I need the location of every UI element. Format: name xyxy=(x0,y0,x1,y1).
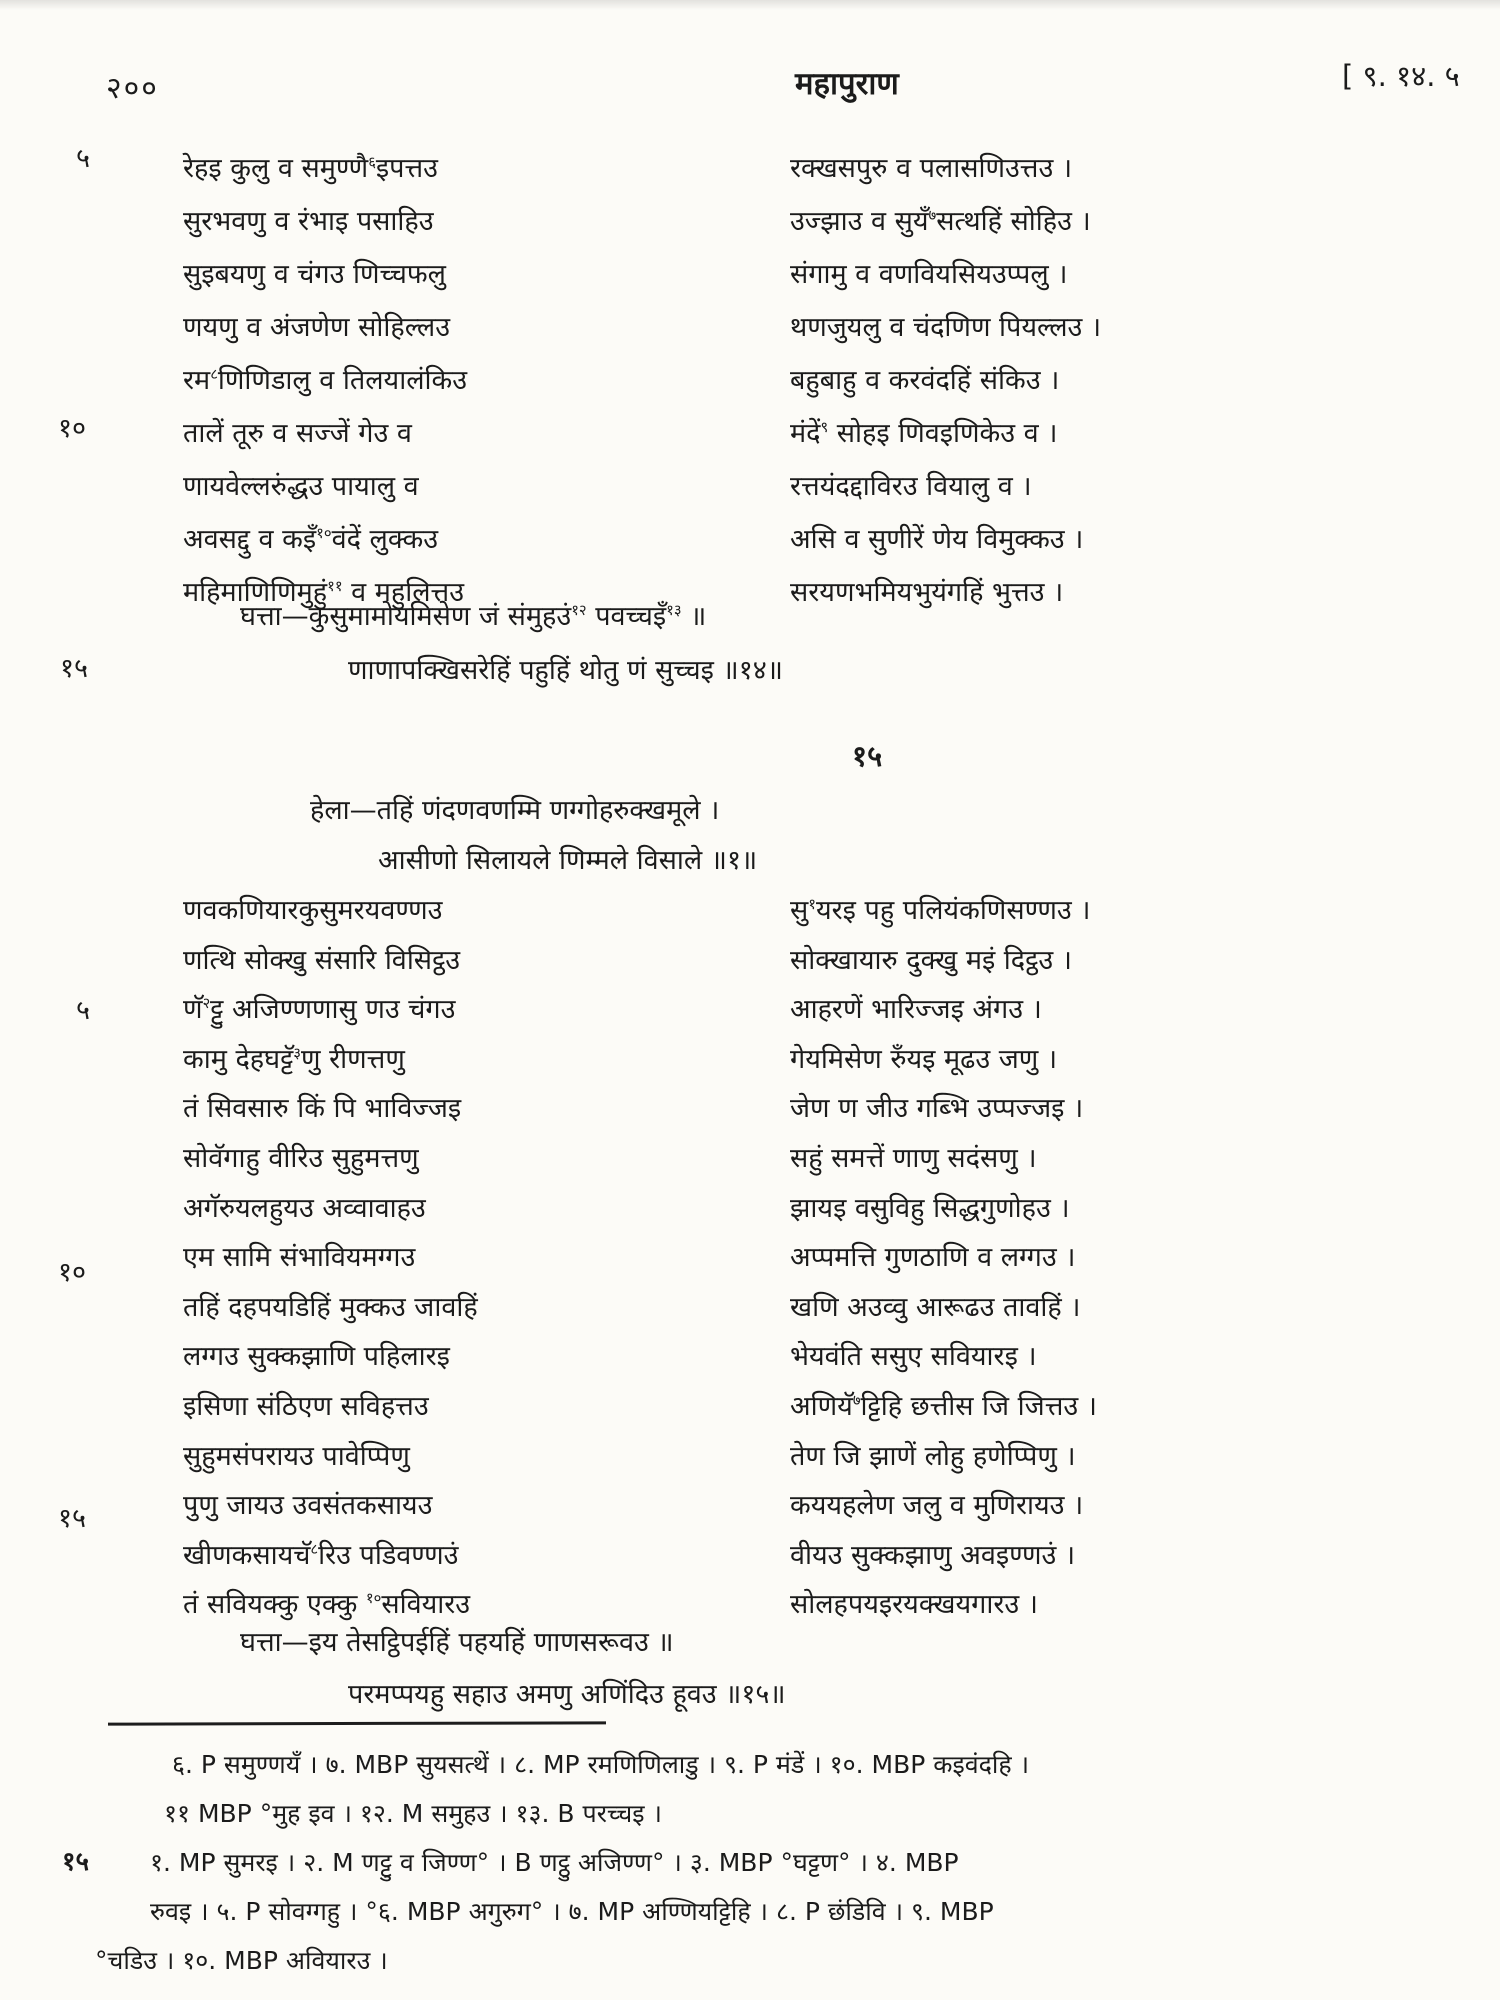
verse-right-half: वीयउ सुक्कझाणु अवइण्णउं । xyxy=(790,1539,1076,1571)
margin-line-number: १५ xyxy=(60,653,89,684)
verse-right-half xyxy=(790,886,1091,936)
verse-text: रेहइ कुलु व समुण्णै xyxy=(183,153,369,184)
verse-text: यरइ पहु पलियंकणिसण्णउ । xyxy=(815,895,1091,926)
verse-right-half: संगामु व वणवियसियउप्पलु । xyxy=(790,259,1068,290)
verse-text: सोहइ णिवइणिकेउ व । xyxy=(828,418,1058,449)
verse-left-half: अगॅरुयलहुयउ अव्वावाहउ xyxy=(183,1192,426,1224)
verse-text: तं सवियक्कु एक्कु xyxy=(183,1589,366,1621)
verse-right-half: बहुबाहु व करवंदहिं संकिउ । xyxy=(790,365,1060,396)
footnote-text: रुवइ । ५. P सोवग्गहु । °६. MBP अगुरुग° । ७. MP अण्णियट्टिहि । ८. P छंडिवि । ९. MBP xyxy=(150,1897,994,1926)
footnote-ref-mark: ३ xyxy=(293,1043,302,1062)
verse-line xyxy=(183,1432,1423,1482)
verse-right-half: खणि अउव्वु आरूढउ तावहिं । xyxy=(790,1291,1081,1323)
verse-line xyxy=(183,886,1423,936)
footnote-line xyxy=(150,1789,1500,1838)
footnote-ref-mark: ९ xyxy=(820,418,829,436)
footnote-ref-mark: ८ xyxy=(310,1539,319,1558)
verse-text: महिमाणिणिमुहुं xyxy=(183,577,328,608)
margin-line-number: १० xyxy=(58,413,87,444)
footnote-line xyxy=(95,1936,1500,1985)
hela-line-2: आसीणो सिलायले णिम्मले विसाले ॥१॥ xyxy=(378,845,758,876)
verse-line xyxy=(183,985,1423,1035)
verse-right-half: रक्खसपुरु व पलासणिउत्तउ । xyxy=(790,153,1073,184)
verse-reference: [ ९. १४. ५ xyxy=(1342,59,1460,93)
verse-left-half: पुणु जायउ उवसंतकसायउ xyxy=(183,1490,433,1522)
verse-left-half: सुरभवणु व रंभाइ पसाहिउ xyxy=(183,206,434,237)
footnote-ref-mark: ७ xyxy=(928,206,937,224)
verse-15-block xyxy=(183,886,1423,1630)
verse-line xyxy=(183,460,1423,513)
verse-right-half: असि व सुणीरें णेय विमुक्कउ । xyxy=(790,524,1084,555)
verse-text: घत्ता—कुसुमामोयमिसेण जं संमुहउं xyxy=(240,601,572,632)
verse-left-half: णवकणियारकुसुमरयवण्णउ xyxy=(183,895,443,926)
footnote-text: ६. P समुण्णयँ । ७. MBP सुयसत्थें । ८. MP रमणिणिलाडु । ९. P मंडें । १०. MBP कइवंदहि । xyxy=(172,1750,1030,1779)
footnote-section-marker: १५ xyxy=(62,1847,90,1877)
verse-line xyxy=(183,1184,1423,1234)
margin-line-number: ५ xyxy=(76,995,91,1026)
footnote-text: °चडिउ । १०. MBP अवियारउ । xyxy=(95,1946,388,1975)
footnote-line xyxy=(62,1838,1500,1887)
verse-left-half xyxy=(183,1035,405,1085)
footnote-ref-mark: ७ xyxy=(852,1390,861,1409)
verse-text: सवियारउ xyxy=(381,1589,471,1621)
page-title: महापुराण xyxy=(795,66,899,102)
ghatta-14-line-2: णाणापक्खिसरेहिं पहुहिं थोतु णं सुच्चइ ॥१४॥ xyxy=(348,655,783,686)
verse-left-half xyxy=(183,985,455,1035)
footnote-ref-mark: ८ xyxy=(210,365,218,383)
verse-text: ॥ xyxy=(681,601,707,632)
verse-line xyxy=(183,354,1423,407)
verse-right-half: तेण जि झाणें लोहु हणेप्पिणु । xyxy=(790,1440,1076,1472)
footnote-line xyxy=(150,1740,1500,1789)
verse-line xyxy=(183,1233,1423,1283)
verse-text: पवच्चइँ xyxy=(586,601,667,632)
margin-line-number: १५ xyxy=(58,1503,87,1534)
ghatta-15-line-1: घत्ता—इय तेसट्ठिपईहिं पहयहिं णाणसरूवउ ॥ xyxy=(240,1627,674,1658)
verse-text: ट्टिहि छत्तीस जि जित्तउ । xyxy=(860,1390,1097,1422)
verse-left-half: सुहुमसंपरायउ पावेप्पिणु xyxy=(183,1440,410,1472)
verse-text: सत्थहिं सोहिउ । xyxy=(936,206,1091,237)
verse-line xyxy=(183,1283,1423,1333)
verse-text: अणियॅ xyxy=(790,1390,853,1422)
verse-left-half: एम सामि संभावियमग्गउ xyxy=(183,1242,416,1274)
verse-left-half: णायवेल्लरुंद्धउ पायालु व xyxy=(183,471,419,502)
verse-right-half: सहुं समत्तें णाणु सदंसणु । xyxy=(790,1142,1037,1174)
verse-right-half: आहरणें भारिज्जइ अंगउ । xyxy=(790,994,1042,1026)
verse-left-half: णयणु व अंजणेण सोहिल्लउ xyxy=(183,312,451,343)
verse-text: ट्टु अजिण्णणासु णउ चंगउ xyxy=(210,994,456,1026)
verse-left-half: सोवॅगाहु वीरिउ सुहुमत्तणु xyxy=(183,1142,419,1174)
verse-text: अवसद्दु व कइँ xyxy=(183,524,317,555)
verse-line xyxy=(183,142,1423,195)
verse-right-half xyxy=(790,195,1091,248)
verse-text: रिउ पडिवण्णउं xyxy=(318,1539,459,1571)
ghatta-14-line-1 xyxy=(240,596,706,633)
verse-15-couplets xyxy=(183,886,1423,1630)
verse-line xyxy=(183,936,1423,986)
verse-left-half xyxy=(183,354,467,407)
verse-line xyxy=(183,1382,1423,1432)
verse-text: वंदें लुक्कउ xyxy=(331,524,439,555)
verse-left-half xyxy=(183,513,438,566)
verse-right-half xyxy=(790,407,1057,460)
page-number: २०० xyxy=(106,71,159,106)
footnotes-block xyxy=(62,1740,1500,1985)
verse-left-half: तालें तूरु व सज्जें गेउ व xyxy=(183,418,412,449)
verse-line xyxy=(183,248,1423,301)
verse-line xyxy=(183,1481,1423,1531)
verse-left-half: इसिणा संठिएण सविहत्तउ xyxy=(183,1390,429,1422)
verse-right-half: जेण ण जीउ गब्भि उप्पज्जइ । xyxy=(790,1093,1084,1125)
footnote-ref-mark: ११ xyxy=(327,577,343,595)
verse-text: रम xyxy=(183,365,211,396)
verse-text: उज्झाउ व सुयँ xyxy=(790,206,929,237)
verse-line xyxy=(183,513,1423,566)
footnote-ref-mark: १० xyxy=(365,1589,382,1608)
verse-text: इपत्तउ xyxy=(375,153,438,184)
verse-right-half: कययहलेण जलु व मुणिरायउ । xyxy=(790,1490,1084,1522)
verse-14-couplets xyxy=(183,142,1423,619)
footnote-ref-mark: २ xyxy=(202,994,211,1013)
verse-line xyxy=(183,1035,1423,1085)
verse-left-half: तहिं दहपयडिहिं मुक्कउ जावहिं xyxy=(183,1291,478,1323)
footnote-text: १. MP सुमरइ । २. M णट्टु व जिण्ण° । B णट्ठु अजिण्ण° । ३. MBP °घट्टण° । ४. MBP xyxy=(150,1848,959,1877)
footnote-ref-mark: १३ xyxy=(666,601,682,619)
verse-left-half xyxy=(183,1531,458,1581)
section-15-number: १५ xyxy=(852,739,883,773)
footnote-ref-mark: १० xyxy=(316,524,332,542)
verse-left-half xyxy=(183,142,438,195)
verse-text: कामु देहघट्टॅ xyxy=(183,1043,294,1075)
verse-right-half xyxy=(790,1382,1097,1432)
verse-line xyxy=(183,1332,1423,1382)
verse-right-half: गेयमिसेण रुँयइ मूढउ जणु । xyxy=(790,1043,1058,1075)
verse-text: णु रीणत्तणु xyxy=(301,1043,405,1075)
verse-right-half: अप्पमत्ति गुणठाणि व लग्गउ । xyxy=(790,1242,1076,1274)
footnote-line xyxy=(150,1887,1500,1936)
ghatta-15-line-2: परमप्पयहु सहाउ अमणु अणिंदिउ हूवउ ॥१५॥ xyxy=(348,1679,786,1710)
verse-text: खीणकसायचॅ xyxy=(183,1539,311,1571)
footnote-ref-mark: ६ xyxy=(368,153,376,171)
footnote-ref-mark: १२ xyxy=(571,601,587,619)
verse-line xyxy=(183,195,1423,248)
verse-line xyxy=(183,301,1423,354)
verse-left-half: सुइबयणु व चंगउ णिच्चफलु xyxy=(183,259,446,290)
hela-line-1: हेला—तहिं णंदणवणम्मि णग्गोहरुक्खमूले । xyxy=(310,795,720,826)
verse-right-half: झायइ वसुविहु सिद्धगुणोहउ । xyxy=(790,1192,1070,1224)
verse-right-half: रत्तयंदद्दाविरउ वियालु व । xyxy=(790,471,1032,502)
verse-line xyxy=(183,1084,1423,1134)
verse-text: णॅ xyxy=(183,994,203,1026)
verse-right-half: भेयवंति ससुए सवियारइ । xyxy=(790,1341,1037,1373)
verse-right-half: सरयणभमियभुयंगहिं भुत्तउ । xyxy=(790,577,1064,608)
verse-right-half: सोलहपयइरयक्खयगारउ । xyxy=(790,1589,1038,1621)
verse-right-half: थणजुयलु व चंदणिण पियल्लउ । xyxy=(790,312,1102,343)
verse-left-half: णत्थि सोक्खु संसारि विसिट्ठउ xyxy=(183,944,461,976)
verse-line xyxy=(183,1531,1423,1581)
footnote-divider-rule xyxy=(108,1721,606,1725)
verse-text: णिणिडालु व तिलयालंकिउ xyxy=(217,365,468,396)
verse-line xyxy=(183,1134,1423,1184)
verse-text: सु xyxy=(790,895,809,926)
verse-left-half: लग्गउ सुक्कझाणि पहिलारइ xyxy=(183,1341,450,1373)
footnote-text: ११ MBP °मुह इव । १२. M समुहउ । १३. B परच्चइ । xyxy=(164,1799,662,1828)
verse-right-half: सोक्खायारु दुक्खु मइं दिट्ठउ । xyxy=(790,944,1072,976)
margin-line-number: १० xyxy=(58,1257,87,1288)
verse-text: मंदें xyxy=(790,418,821,449)
margin-line-number: ५ xyxy=(76,143,91,174)
verse-left-half: तं सिवसारु किं पि भाविज्जइ xyxy=(183,1093,462,1125)
verse-text: व महुलित्तउ xyxy=(342,577,464,608)
verse-line xyxy=(183,407,1423,460)
verse-14-block xyxy=(183,142,1423,619)
footnote-ref-mark: १ xyxy=(808,895,816,913)
